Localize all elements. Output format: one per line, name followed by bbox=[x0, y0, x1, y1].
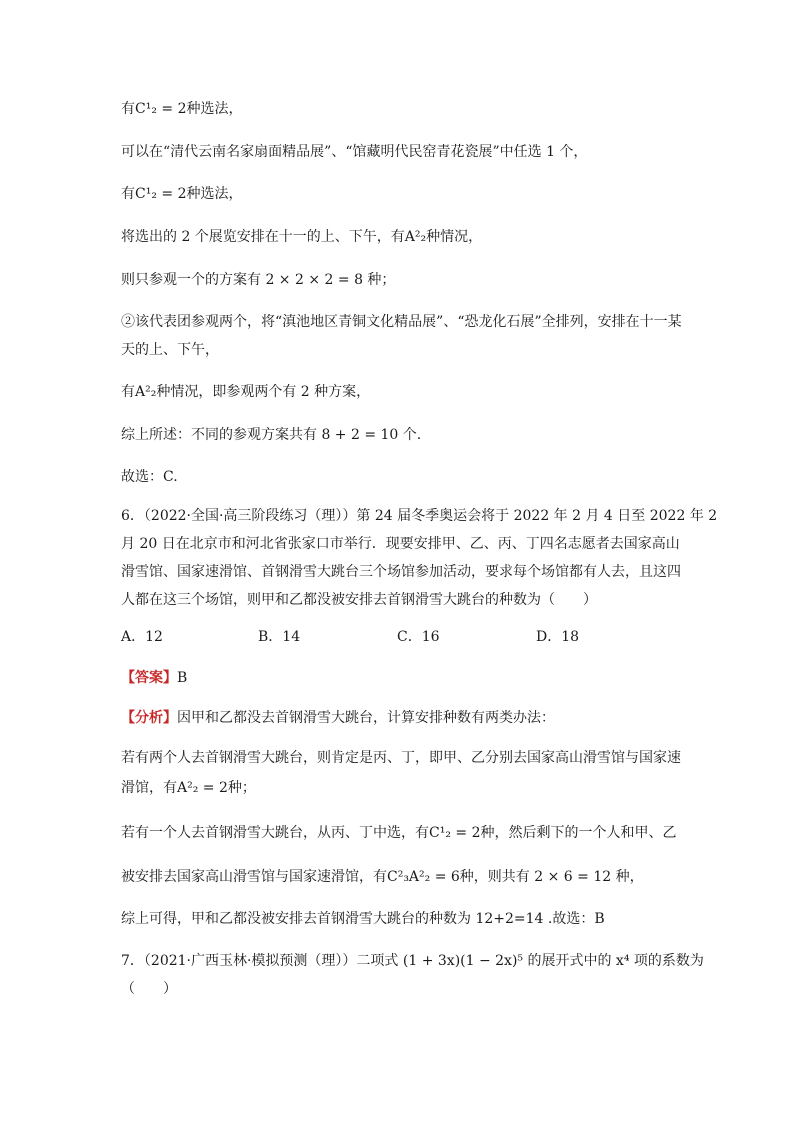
answer-tag: 【答案】 bbox=[121, 670, 177, 686]
question-7-line: 7．（2021·广西玉林·模拟预测（理））二项式 (1 + 3x)(1 − 2x)⁵ 的展开式中的 x⁴ 项的系数为 bbox=[121, 953, 704, 969]
analysis-line: 被安排去国家高山滑雪馆与国家速滑馆，有C²₃A²₂ = 6种，则共有 2 × 6 = 12 种， bbox=[121, 869, 644, 885]
text-line: 将选出的 2 个展览安排在十一的上、下午，有A²₂种情况， bbox=[121, 229, 483, 245]
analysis-text: 因甲和乙都没去首钢滑雪大跳台，计算安排种数有两类办法： bbox=[177, 710, 555, 726]
analysis-line: 综上可得，甲和乙都没被安排去首钢滑雪大跳台的种数为 12+2=14 .故选：B bbox=[121, 911, 605, 927]
text-line: 有A²₂种情况，即参观两个有 2 种方案， bbox=[121, 384, 371, 400]
text-line: 故选：C. bbox=[121, 469, 178, 485]
option-a: A．12 bbox=[121, 629, 163, 645]
option-d: D．18 bbox=[536, 629, 580, 645]
analysis-line: 若有两个人去首钢滑雪大跳台，则肯定是丙、丁，即甲、乙分别去国家高山滑雪馆与国家速 bbox=[121, 750, 681, 766]
question-6-line: 月 20 日在北京市和河北省张家口市举行．现要安排甲、乙、丙、丁四名志愿者去国家高山 bbox=[121, 536, 680, 552]
option-c: C．16 bbox=[397, 629, 440, 645]
analysis-line bbox=[121, 709, 555, 727]
analysis-line: 若有一个人去首钢滑雪大跳台，从丙、丁中选，有C¹₂ = 2种，然后剩下的一个人和甲、乙 bbox=[121, 825, 677, 841]
text-line: 可以在“清代云南名家扇面精品展”、“馆藏明代民窑青花瓷展”中任选 1 个， bbox=[121, 144, 588, 160]
text-line: 则只参观一个的方案有 2 × 2 × 2 = 8 种； bbox=[121, 272, 396, 288]
analysis-line: 滑馆，有A²₂ = 2种； bbox=[121, 780, 256, 796]
answer-value: B bbox=[177, 670, 188, 686]
question-7-line: （ ） bbox=[121, 981, 177, 997]
option-b: B．14 bbox=[258, 629, 301, 645]
text-line: ②该代表团参观两个，将“滇池地区青铜文化精品展”、“恐龙化石展”全排列，安排在十一某 bbox=[121, 314, 682, 330]
text-line: 有C¹₂ = 2种选法， bbox=[121, 186, 243, 202]
analysis-tag: 【分析】 bbox=[121, 710, 177, 726]
question-6-line: 滑雪馆、国家速滑馆、首钢滑雪大跳台三个场馆参加活动，要求每个场馆都有人去，且这四 bbox=[121, 564, 681, 580]
text-line: 天的上、下午， bbox=[121, 342, 219, 358]
question-6-line: 人都在这三个场馆，则甲和乙都没被安排去首钢滑雪大跳台的种数为（ ） bbox=[121, 592, 597, 608]
text-line: 综上所述：不同的参观方案共有 8 + 2 = 10 个. bbox=[121, 427, 422, 443]
text-line: 有C¹₂ = 2种选法， bbox=[121, 101, 243, 117]
answer-line bbox=[121, 669, 187, 687]
question-6-line: 6．（2022·全国·高三阶段练习（理））第 24 届冬季奥运会将于 2022 年 2 月 4 日至 2022 年 2 bbox=[121, 508, 718, 524]
